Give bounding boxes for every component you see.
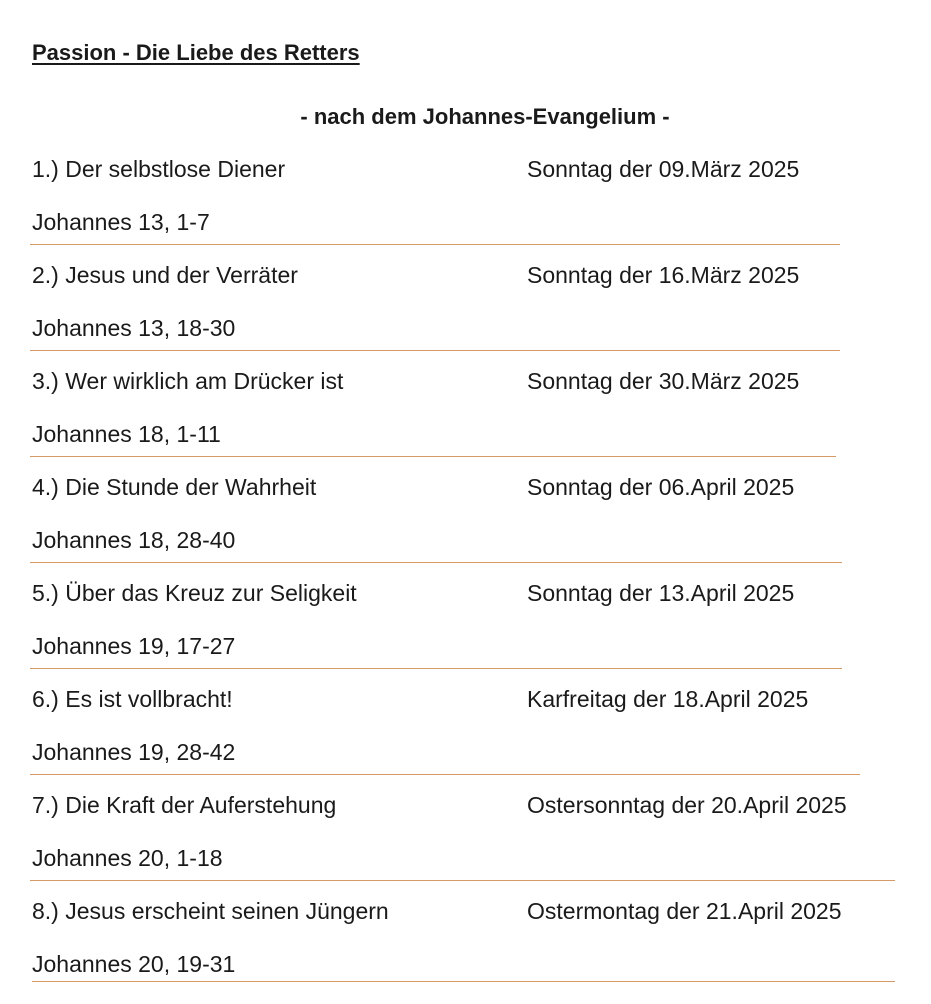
sermon-entry <box>0 474 931 580</box>
sermon-entry <box>0 792 931 898</box>
sermon-reference: Johannes 19, 28-42 <box>32 739 236 765</box>
sermon-entry <box>0 580 931 686</box>
entry-divider <box>30 244 840 245</box>
sermon-reference: Johannes 13, 1-7 <box>32 209 210 235</box>
sermon-topic: 8.) Jesus erscheint seinen Jüngern <box>32 898 389 924</box>
sermon-entry <box>0 368 931 474</box>
sermon-topic: 5.) Über das Kreuz zur Seligkeit <box>32 580 357 606</box>
entry-divider <box>30 350 840 351</box>
document-title: Passion - Die Liebe des Retters <box>32 40 360 65</box>
sermon-topic: 4.) Die Stunde der Wahrheit <box>32 474 317 500</box>
entry-divider <box>30 562 842 563</box>
sermon-topic: 7.) Die Kraft der Auferstehung <box>32 792 337 818</box>
entry-divider <box>30 880 895 881</box>
entry-divider <box>32 981 895 982</box>
sermon-date: Karfreitag der 18.April 2025 <box>527 686 809 712</box>
sermon-date: Sonntag der 06.April 2025 <box>527 474 795 500</box>
sermon-reference: Johannes 20, 19-31 <box>32 951 236 977</box>
sermon-topic: 3.) Wer wirklich am Drücker ist <box>32 368 344 394</box>
sermon-date: Sonntag der 13.April 2025 <box>527 580 795 606</box>
document-subtitle: - nach dem Johannes-Evangelium - <box>300 104 670 129</box>
sermon-reference: Johannes 18, 28-40 <box>32 527 236 553</box>
sermon-topic: 2.) Jesus und der Verräter <box>32 262 298 288</box>
sermon-date: Ostermontag der 21.April 2025 <box>527 898 842 924</box>
sermon-reference: Johannes 20, 1-18 <box>32 845 223 871</box>
entry-divider <box>30 456 836 457</box>
sermon-entry <box>0 156 931 262</box>
sermon-date: Ostersonntag der 20.April 2025 <box>527 792 847 818</box>
sermon-entry <box>0 262 931 368</box>
entry-divider <box>30 668 842 669</box>
sermon-reference: Johannes 19, 17-27 <box>32 633 236 659</box>
sermon-topic: 1.) Der selbstlose Diener <box>32 156 286 182</box>
sermon-date: Sonntag der 09.März 2025 <box>527 156 800 182</box>
sermon-date: Sonntag der 30.März 2025 <box>527 368 800 394</box>
sermon-topic: 6.) Es ist vollbracht! <box>32 686 233 712</box>
sermon-reference: Johannes 18, 1-11 <box>32 421 221 447</box>
sermon-reference: Johannes 13, 18-30 <box>32 315 236 341</box>
sermon-entry <box>0 898 931 1004</box>
entry-divider <box>30 774 860 775</box>
sermon-entry <box>0 686 931 792</box>
sermon-date: Sonntag der 16.März 2025 <box>527 262 800 288</box>
